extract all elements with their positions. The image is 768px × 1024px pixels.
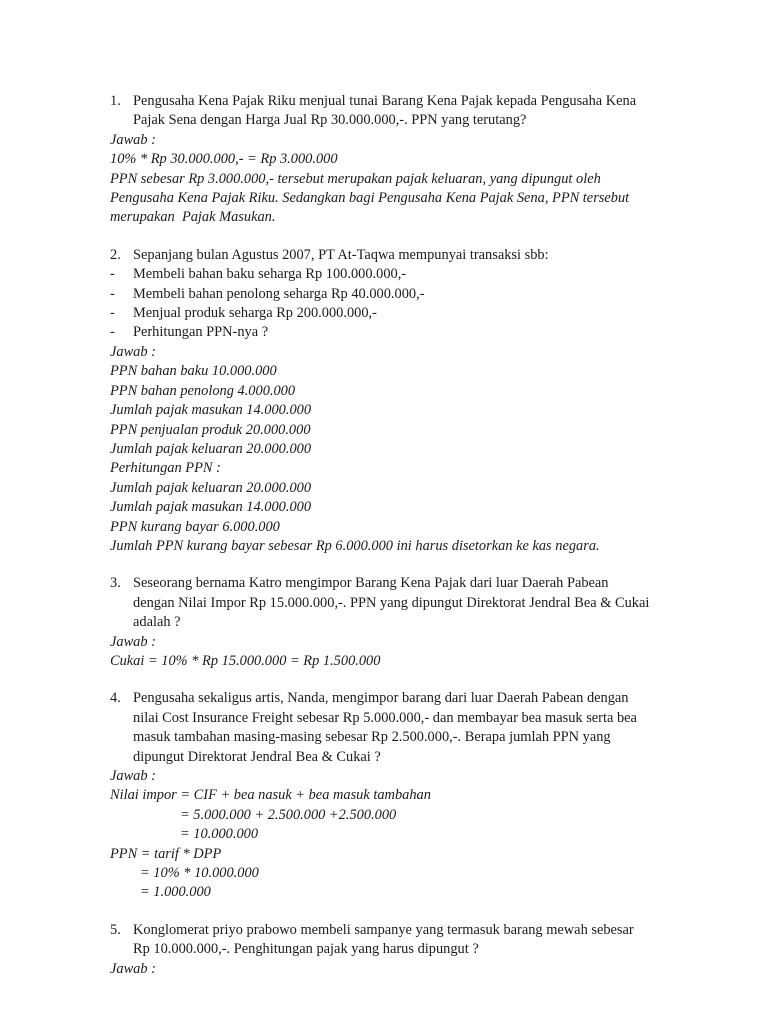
question-3-number: 3. [110, 575, 121, 592]
question-5-prompt [110, 921, 678, 960]
question-2-bullet-1 [110, 265, 678, 284]
question-4-prompt-line-3: masuk tambahan masing-masing sebesar Rp 2.500.000,-. Berapa jumlah PPN yang [133, 729, 611, 746]
question-4-equation-line-5: = 10% * 10.000.000 [140, 865, 259, 882]
question-2-bullet-4 [110, 323, 678, 342]
question-2-answer-line-10: Jumlah PPN kurang bayar sebesar Rp 6.000.000 ini harus disetorkan ke kas negara. [110, 537, 600, 554]
document-body [110, 92, 678, 979]
bullet-mark-icon: - [110, 305, 115, 322]
question-4-answer-label: Jawab : [110, 768, 156, 784]
question-1-prompt-line-1: Pengusaha Kena Pajak Riku menjual tunai Barang Kena Pajak kepada Pengusaha Kena [133, 93, 637, 109]
question-5-answer [110, 960, 678, 979]
question-2-answer-line-6: Perhitungan PPN : [110, 460, 221, 477]
question-3-prompt-line-1: Seseorang bernama Katro mengimpor Barang Kena Pajak dari luar Daerah Pabean [133, 575, 609, 592]
question-2-answer-label: Jawab : [110, 343, 156, 360]
question-1-answer-line-4: merupakan Pajak Masukan. [110, 209, 276, 226]
question-1-prompt-line-2: Pajak Sena dengan Harga Jual Rp 30.000.000,-. PPN yang terutang? [133, 112, 527, 129]
question-4-equation-line-2: = 5.000.000 + 2.500.000 +2.500.000 [180, 806, 397, 823]
question-2-bullet-1-text: Membeli bahan baku seharga Rp 100.000.000,- [133, 266, 407, 283]
bullet-mark-icon: - [110, 266, 115, 283]
question-5-prompt-line-2: Rp 10.000.000,-. Penghitungan pajak yang harus dipungut ? [133, 941, 479, 958]
question-2-bullet-2-text: Membeli bahan penolong seharga Rp 40.000.000,- [133, 285, 425, 302]
question-3-prompt-line-2: dengan Nilai Impor Rp 15.000.000,-. PPN yang dipungut Direktorat Jendral Bea & Cukai [133, 594, 650, 611]
question-3-prompt [110, 574, 678, 632]
question-5-number: 5. [110, 921, 121, 938]
question-1-answer-line-2: PPN sebesar Rp 3.000.000,- tersebut merupakan pajak keluaran, yang dipungut oleh [110, 170, 601, 187]
question-1-prompt [110, 92, 678, 131]
question-2-answer-line-2: PPN bahan penolong 4.000.000 [110, 382, 296, 399]
question-4-prompt-line-4: dipungut Direktorat Jendral Bea & Cukai ? [133, 748, 381, 765]
question-4-equation-line-4: PPN = tarif * DPP [110, 845, 222, 862]
question-4-answer [110, 767, 678, 903]
question-3-answer [110, 633, 678, 672]
question-block-2 [110, 246, 678, 557]
question-2-answer-line-3: Jumlah pajak masukan 14.000.000 [110, 402, 312, 419]
question-2-answer [110, 343, 678, 556]
question-4-equation-line-3: = 10.000.000 [180, 826, 259, 843]
question-4-equation-line-1: Nilai impor = CIF + bea nasuk + bea masuk tambahan [110, 787, 431, 804]
question-2-bullet-4-text: Perhitungan PPN-nya ? [133, 324, 269, 341]
question-block-3 [110, 574, 678, 671]
question-3-prompt-line-3: adalah ? [133, 614, 181, 631]
question-2-prompt-line-1: Sepanjang bulan Agustus 2007, PT At-Taqwa mempunyai transaksi sbb: [133, 246, 549, 263]
bullet-mark-icon: - [110, 324, 115, 341]
question-4-prompt-line-2: nilai Cost Insurance Freight sebesar Rp 5.000.000,- dan membayar bea masuk serta bea [133, 709, 637, 726]
bullet-mark-icon: - [110, 285, 115, 302]
question-4-prompt-line-1: Pengusaha sekaligus artis, Nanda, mengimpor barang dari luar Daerah Pabean dengan [133, 690, 629, 707]
question-2-answer-line-5: Jumlah pajak keluaran 20.000.000 [110, 440, 312, 457]
question-1-number: 1. [110, 93, 121, 109]
question-block-5 [110, 921, 678, 979]
question-block-1 [110, 92, 678, 228]
question-2-answer-line-8: Jumlah pajak masukan 14.000.000 [110, 499, 312, 516]
question-2-bullet-2 [110, 285, 678, 304]
question-2-answer-line-4: PPN penjualan produk 20.000.000 [110, 421, 311, 438]
question-1-answer-line-1: 10% * Rp 30.000.000,- = Rp 3.000.000 [110, 151, 338, 168]
question-3-answer-line-1: Cukai = 10% * Rp 15.000.000 = Rp 1.500.000 [110, 652, 381, 669]
question-3-answer-label: Jawab : [110, 633, 156, 650]
question-4-number: 4. [110, 690, 121, 707]
question-1-answer-line-3: Pengusaha Kena Pajak Riku. Sedangkan bagi Pengusaha Kena Pajak Sena, PPN tersebut [110, 190, 630, 207]
question-2-prompt [110, 246, 678, 265]
question-2-answer-line-1: PPN bahan baku 10.000.000 [110, 363, 277, 380]
question-2-number: 2. [110, 246, 121, 263]
question-5-answer-label: Jawab : [110, 960, 156, 977]
question-4-equation-line-6: = 1.000.000 [140, 884, 211, 901]
question-2-answer-line-7: Jumlah pajak keluaran 20.000.000 [110, 479, 312, 496]
question-1-answer-label: Jawab : [110, 131, 156, 148]
question-2-bullet-3 [110, 304, 678, 323]
question-1-answer [110, 131, 678, 228]
question-2-bullet-3-text: Menjual produk seharga Rp 200.000.000,- [133, 305, 377, 322]
question-2-answer-line-9: PPN kurang bayar 6.000.000 [110, 518, 280, 535]
question-5-prompt-line-1: Konglomerat priyo prabowo membeli sampanye yang termasuk barang mewah sebesar [133, 921, 634, 938]
question-block-4 [110, 689, 678, 902]
question-4-prompt [110, 689, 678, 767]
